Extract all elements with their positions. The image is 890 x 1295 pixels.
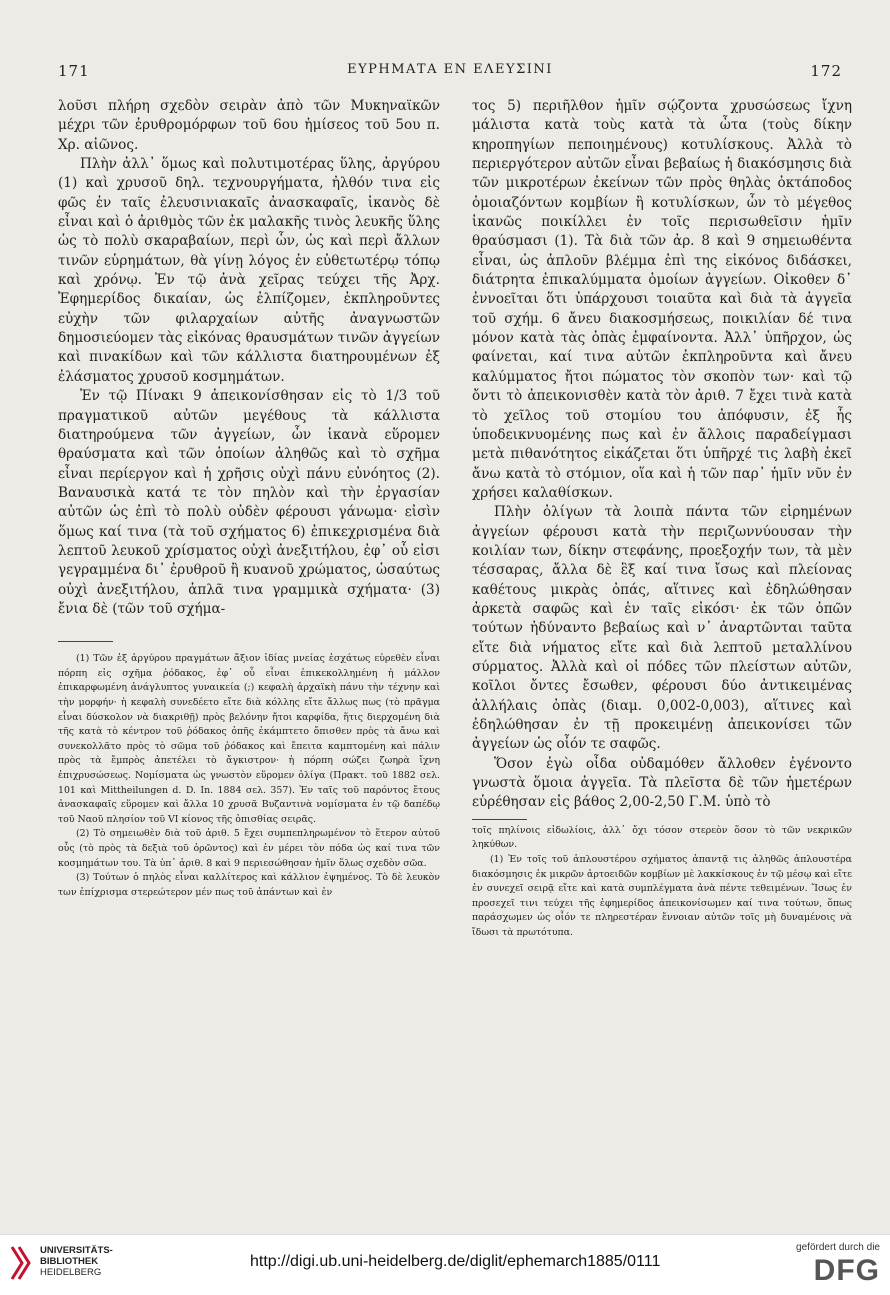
right-column [472,97,852,940]
footnote: (2) Τὸ σημειωθὲν διὰ τοῦ ἀριθ. 5 ἔχει συμπεπληρωμένον τὸ ἕτερον αὐτοῦ οὖς (τὸ πρὸς τὰ δεξιὰ τοῦ ὁρῶντος) καὶ ἐν μέρει τὸν πόδα ὡς καί τινα τῶν κοσμημάτων του. Τὰ ὑπ᾿ ἀριθ. 8 καὶ 9 περιεσώθησαν ἡμῖν ὅλως σχεδὸν σῶα. [58,828,440,869]
footnote-divider [472,819,527,820]
running-header [58,62,842,84]
footnote: (1) Ἐν τοῖς τοῦ ἁπλουστέρου σχήματος ἁπαντᾷ τις ἀληθῶς ἁπλουστέρα διακόσμησις ἐκ μικρῶν ἀρτοειδῶν κομβίων μὲ λακκίσκους ἐν τῷ μέσῳ καὶ εἴτε ἐν συνεχεῖ σειρᾷ εἴτε καὶ κατὰ συμπλέγματα ἀνὰ πέντε τεθειμένων. Ἴσως ἐν προσεχεῖ τινι τεύχει τῆς ἐφημερίδος ἀπεικονίσωμεν καί τινα τούτων, ὅπως παράσχωμεν ὡς οἷόν τε πληρεστέραν ἔννοιαν αὐτῶν τοῖς μὴ δυναμένοις νὰ ἴδωσι τὰ πρωτότυπα. [472,853,852,938]
page-number-right: 172 [810,62,842,80]
library-name-line: BIBLIOTHEK [40,1256,99,1267]
library-name-line: HEIDELBERG [40,1267,102,1278]
left-column [58,97,440,900]
page-number-left: 171 [58,62,90,80]
library-name [40,1245,113,1278]
footnote: (1) Τῶν ἐξ ἀργύρου πραγμάτων ἄξιον ἰδίας μνείας ἐσχάτως εὑρεθὲν εἶναι πόρπη εἰς σχῆμα ῥόδακος, ἐφ᾿ οὗ εἶναι ἐπικεκολλημένη ἡ μάλλον ἐπικαρφωμένη ἀνάγλυπτος γυναικεία (;) κεφαλὴ ἀρχαϊκὴ πάνυ τὴν τέχνην καὶ τὴν μορφήν· ἡ κεφαλὴ συνεδέετο εἴτε διὰ κόλλης εἴτε ἄλλως πως (τὸ πρᾶγμα εἶναι δύσκολον νὰ διακριθῇ) πρὸς βελόνην ἤτοι καρφίδα, ἥτις διερχομένη διὰ τῆς κατὰ τὸ κέντρον τοῦ ῥόδακος ὀπῆς ἐκάμπτετο ὄπισθεν πρὸς τὰ ἄνω καὶ συνεκολλᾶτο πρὸς τὸ σῶμα τοῦ ῥόδακος καὶ ἔπειτα καμπτομένη καὶ πάλιν πρὸς τὰ ἔμπρὸς ἀπετέλει τὸ ἄγκιστρον· ἡ πόρπη σώζει ζωηρὰ ἴχνη ἐπιχρυσώσεως. Νομίσματα ὡς γνωστὸν εὕρομεν ὀλίγα (Πρακτ. τοῦ 1882 σελ. 101 καὶ Mittheilungen d. D. In. 1884 σελ. 357). Ἐν ταῖς τοῦ παρόντος ἔτους ἀνασκαφαῖς εὕρομεν καὶ ἄλλα 10 χρυσᾶ Βυζαντινὰ νομίσματα ἐν τῷ δαπέδῳ τοῦ Ναοῦ πλησίον τοῦ VI κίονος τῆς ὀπισθίας σειρᾶς. [58,653,440,825]
funder-caption: gefördert durch die [796,1242,880,1253]
permalink-url[interactable]: http://digi.ub.uni-heidelberg.de/diglit/ephemarch1885/0111 [250,1253,661,1270]
library-name-line: UNIVERSITÄTS- [40,1245,113,1256]
footnote: τοῖς πηλίνοις εἰδωλίοις, ἀλλ᾿ ὄχι τόσον στερεὸν ὅσον τὸ τῶν νεκρικῶν ληκύθων. [472,824,852,851]
paragraph: λοῦσι πλήρη σχεδὸν σειρὰν ἀπὸ τῶν Μυκηναϊκῶν μέχρι τῶν ἐρυθρομόρφων τοῦ 6ου ἡμίσεος τοῦ 5ου π. Χρ. αἰῶνος. [58,98,440,153]
footnote-divider [58,641,113,642]
paragraph: Ἐν τῷ Πίνακι 9 ἀπεικονίσθησαν εἰς τὸ 1/3 τοῦ πραγματικοῦ αὐτῶν μεγέθους τὰ κάλλιστα διατηρούμενα τῶν ἀγγείων, ὧν ἱκανὰ εὕρομεν θραύσματα καὶ τῶν ὁποίων ἀληθῶς καὶ τὸ σχῆμα εἶναι περίεργον καὶ ἡ χρῆσις οὐχὶ πάνυ εὐνόητος (2). Βαναυσικὰ κατά τε τὸν πηλὸν καὶ τὴν ἐργασίαν αὐτῶν ὡς ἐπὶ τὸ πολὺ οὐδὲν φέρουσι γάνωμα· εἰσὶν ὅμως καί τινα (τὰ τοῦ σχήματος 6) ἐπικεχρισμένα διὰ λεπτοῦ λευκοῦ χρίσματος οὐχὶ ἀνεξιτήλου, ἐφ᾿ οὗ εἰσι γεγραμμένα δι᾿ ἐρυθροῦ ἢ κυανοῦ χρώματος, ὡσαύτως οὐχὶ ἀνεξιτήλου, ἁπλᾶ τινα γραμμικὰ σχήματα· (3) ἔνια δὲ (τῶν τοῦ σχήμα- [58,388,440,617]
paragraph: Πλὴν ἀλλ᾿ ὅμως καὶ πολυτιμοτέρας ὕλης, ἀργύρου (1) καὶ χρυσοῦ δηλ. τεχνουργήματα, ἠλθόν τινα εἰς φῶς ἐν ταῖς ἐλευσινιακαῖς ἀνασκαφαῖς, ἱκανὸς δὲ εἶναι καὶ ὁ ἀριθμὸς τῶν ἐκ μαλακῆς τινὸς λευκῆς ὕλης ὡς τὸ πολὺ σκαραβαίων, περὶ ὧν, ὡς καὶ περὶ ἄλλων τινῶν εὑρημάτων, θὰ γίνῃ λόγος ἐν εὐθετωτέρῳ τόπῳ καὶ χρόνῳ. Ἐν τῷ ἀνὰ χεῖρας τεύχει τῆς Ἀρχ. Ἐφημερίδος δικαίαν, ὡς ἐλπίζομεν, ἐκπληροῦντες εὐχὴν τῶν φιλαρχαίων αὐτῆς ἀναγνωστῶν δημοσιεύομεν τὰς εἰκόνας θραυσμάτων τινῶν ἀγγείων καὶ πινακίδων καὶ τῶν κάλλιστα διατηρουμένων ἐξ ἐλάσματος χρυσοῦ κοσμημάτων. [58,156,440,385]
footnote: (3) Τούτων ὁ πηλὸς εἶναι καλλίτερος καὶ κάλλιον ἐψημένος. Τὸ δὲ λευκὸν των ἐπίχρισμα στερεώτερον μέν πως τοῦ ἁπάντων καὶ ἐν [58,872,440,898]
running-title: ΕΥΡΗΜΑΤΑ ΕΝ ΕΛΕΥΣΙΝΙ [347,62,553,77]
paragraph: Ὅσον ἐγὼ οἶδα οὐδαμόθεν ἄλλοθεν ἐγένοντο γνωστὰ ὅμοια ἀγγεῖα. Τὰ πλεῖστα δὲ τῶν ἡμετέρων εὑρέθησαν εἰς βάθος 2,00-2,50 Γ.Μ. ὑπὸ τὸ [472,755,852,811]
paragraph: τος 5) περιῆλθον ἡμῖν σῴζοντα χρυσώσεως ἴχνη μάλιστα κατὰ τοὺς κατὰ τὰ ὦτα (τοὺς δίκην κηροπηγίων πεποιημένους) κοτυλίσκους. Ἀλλὰ τὸ περιεργότερον αὐτῶν εἶναι βεβαίως ἡ διακόσμησις διὰ τῶν μικροτέρων ἐκείνων τῶν πρὸς θηλὰς ὀκτάποδος ὁμοιαζόντων κομβίων ἢ κοτυλίσκων, ὧν τὸ μέγεθος ἱκανῶς ποικίλλει ἐν τοῖς περισωθεῖσιν ἡμῖν θραύσμασι (1). Τὰ διὰ τῶν ἀρ. 8 καὶ 9 σημειωθέντα εἶναι, ὡς ἁπλοῦν βλέμμα ἐπὶ της εἰκόνος διδάσκει, διάτρητα ἐπικαλύμματα ὁμοίων ἀγγείων. Οἰκοθεν δ᾿ ἐννοεῖται ὅτι ὑπάρχουσι τοιαῦτα καὶ διὰ τὰ ἀγγεῖα τοῦ σχήμ. 6 ἄνευ διακοσμήσεως, ποικιλίαν δέ τινα μόνον κατὰ τὰς ὀπὰς ἐμφαίνοντα. Ἀλλ᾿ ὑπῆρχον, ὡς φαίνεται, καί τινα αὐτῶν ἐκπληροῦντα καὶ ἄνευ καλύμματος ἤτοι πώματος τὸν σκοπὸν των· καὶ τῷ ὄντι τὸ ἀπεικονισθὲν κατὰ τὸν ἀριθ. 7 ἔχει τινὰ κατὰ τὸ χεῖλος τοῦ στομίου του ἀπόφυσιν, ἐξ ἧς ὑποδεικνυομένης πως καὶ ἐν ἄλλοις παραδείγμασι μετὰ πιθανότητος εἰκάζεται ὅτι ὑπῆρχέ τις λαβὴ ἐκεῖ ἄνω κατὰ τὸ στόμιον, οἵα καὶ ἡ τῶν παρ᾿ ἡμῖν νῦν ἐν χρήσει καλαθίσκων. [472,98,852,501]
heidelberg-ub-logo-icon [10,1243,34,1283]
dfg-logo-icon: DFG [813,1254,880,1287]
digitization-footer [0,1234,890,1295]
paragraph: Πλὴν ὀλίγων τὰ λοιπὰ πάντα τῶν εἰρημένων ἀγγείων φέρουσι κατὰ τὴν περιζωννύουσαν τὴν κοιλίαν των, δίκην στεφάνης, προεξοχήν των, τὰ μὲν τέσσαρας, ἄλλα δὲ ἓξ καί τινα ἴσως καὶ πλείονας καθέτους μικρὰς ὀπάς, αἵτινες καὶ ἐδηλώθησαν ἀρκετὰ σαφῶς καὶ ἐν ταῖς εἰκόσι· ἐκ τῶν ὀπῶν τούτων ἠδύναντο βεβαίως καὶ ν᾿ ἀναρτῶνται ταῦτα εἴτε διὰ νήματος εἴτε καὶ διὰ λεπτοῦ μεταλλίνου σύρματος. Ἀλλὰ καὶ οἱ πόδες τῶν πλείστων αὐτῶν, κοῖλοι ὄντες ἔσωθεν, φέρουσι δύο ἀντικειμένας ἀλλήλαις ὀπὰς (διαμ. 0,002-0,003), αἵτινες καὶ ἐδηλώθησαν ἐν τῇ προκειμένῃ ἀπεικονίσει τῶν ἀγγείων ὡς οἷόν τε σαφῶς. [472,504,852,753]
